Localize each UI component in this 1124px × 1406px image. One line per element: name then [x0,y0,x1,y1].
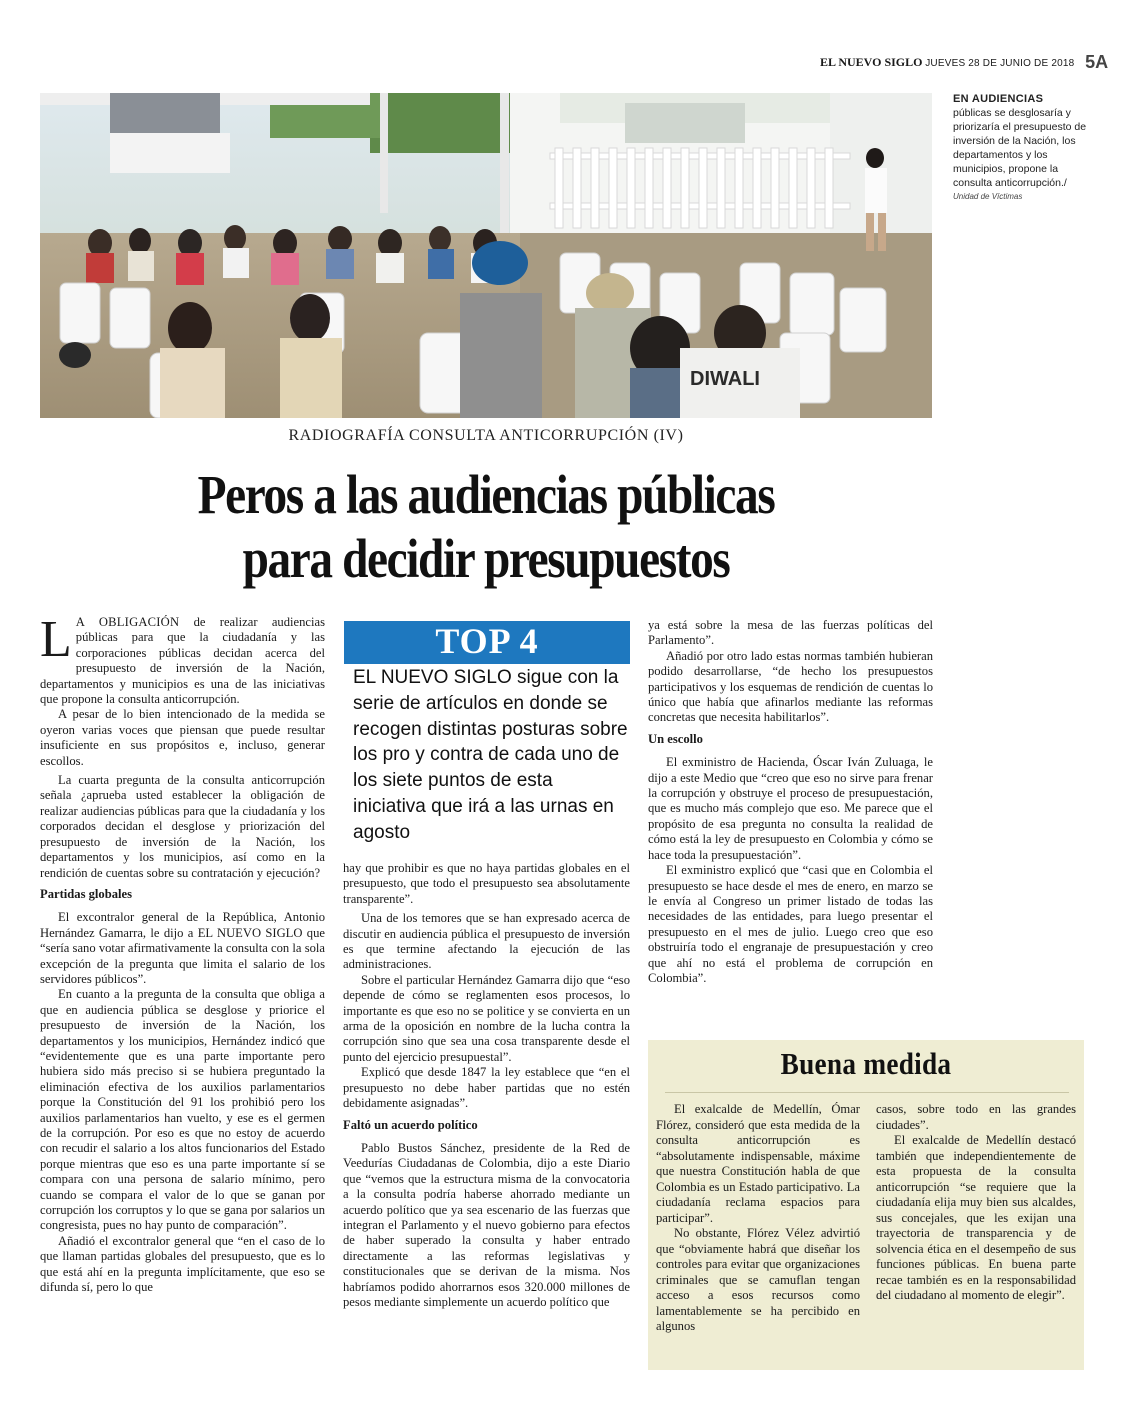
article-column-3 [648,618,933,986]
subheading-falto-acuerdo: Faltó un acuerdo político [343,1117,478,1132]
paragraph: El exalcalde de Medellín, Ómar Flórez, consideró que esta medida de la consulta anticorrupción es “absolutamente indispensable, máxime que nuestra Constitución habla de que Colombia es un Estado participativo. La ciudadanía reclama espacios para participar”. [656,1102,860,1225]
paragraph: Añadió el excontralor general que “en el caso de lo que llaman partidas globales del presupuesto, que es lo que está ahí en la pregunta implícitamente, que eso se difunda sí, pero lo que [40,1233,325,1295]
sidebar-column-1 [656,1102,860,1335]
paragraph: Una de los temores que se han expresado acerca de discutir en audiencia pública el presupuesto de inversión es que termine afectando la ejecución de las administraciones. [343,911,630,972]
lead-paragraph [40,611,325,707]
headline-line-1: Peros a las audiencias públicas [197,464,775,525]
paragraph: El exministro de Hacienda, Óscar Iván Zuluaga, le dijo a este Medio que “creo que eso no sirve para frenar la corrupción y obstruye el proceso de presupuestación, que es mucho más complejo que eso. Me parece que el propósito de esa pregunta no consulta la realidad de cómo está la ley de presupuesto en Colombia y cómo se hace toda la presupuestación”. [648,755,933,862]
caption-kicker: EN AUDIENCIAS [953,93,1044,105]
page-number: 5A [1085,52,1109,72]
top4-rule [344,661,630,664]
paragraph: El exalcalde de Medellín destacó también que independientemente de esta propuesta de la consulta anticorrupción “se requiere que la ciudadanía elija muy bien sus alcaldes, sus concejales, que les exijan una trayectoria de transparencia y de solvencia ética en el desempeño de sus funciones públicas. En buena parte recae también es en la responsabilidad del ciudadano al momento de elegir”. [876,1133,1076,1302]
paragraph: Explicó que desde 1847 la ley establece que “en el presupuesto no debe haber partidas que no estén debidamente asignadas”. [343,1065,630,1111]
paragraph: Añadió por otro lado estas normas también hubieran podido desarrollarse, “de hecho los presupuestos participativos y los esquemas de rendición de cuentas lo único que había que afinarlos mediante las reformas concretas que necesita habilitarlos”. [648,648,933,725]
subheading-un-escollo: Un escollo [648,731,703,746]
paragraph: ya está sobre la mesa de las fuerzas políticas del Parlamento”. [648,618,933,648]
section-kicker: RADIOGRAFÍA CONSULTA ANTICORRUPCIÓN (IV) [288,427,684,444]
caption-text: públicas se desglosaría y priorizaría el presupuesto de inversión de la Nación, los departamentos y los municipios, propone la consulta anticorrupción./ [953,107,1087,189]
paragraph: A pesar de lo bien intencionado de la medida se oyeron varias voces que piensan que puede resultar insuficiente en sus propósitos e, incluso, generar escollos. [40,707,325,768]
article-column-2 [343,861,630,1310]
drop-cap: L [40,611,72,668]
paragraph: El excontralor general de la República, Antonio Hernández Gamarra, le dijo a EL NUEVO SIGLO que “sería sano votar afirmativamente la consulta con la sola excepción de la pregunta que limita el salario de los servidores públicos”. [40,910,325,986]
sidebar-box-divider [665,1092,1069,1093]
article-column-1 [40,611,325,1295]
masthead [820,52,1120,73]
subheading-partidas-globales: Partidas globales [40,886,133,901]
top4-banner: TOP 4 [344,621,630,661]
lead-caps: A OBLIGACIÓN [75,615,180,629]
lead-photo [40,93,932,418]
shirt-text: DIWALI [690,368,760,390]
paragraph: casos, sobre todo en las grandes ciudades”. [876,1102,1076,1132]
issue-date: JUEVES 28 DE JUNIO DE 2018 [925,58,1075,69]
headline-line-2: para decidir presupuestos [242,528,730,589]
lead-text: de realizar audiencias públicas para que la ciudadanía y las corporaciones públicas decidan acerca del presupuesto de inversión de la Nación, departamentos y municipios es una de las iniciativas que propone la consulta anticorrupción. [40,615,325,707]
top4-text: EL NUEVO SIGLO sigue con la serie de artículos en donde se recogen distintas posturas sobre los pro y contra de cada uno de los siete puntos de esta iniciativa que irá a las urnas en agosto [353,667,628,843]
paragraph: El exministro explicó que “casi que en Colombia el presupuesto se hace desde el mes de enero, en marzo se le envía al Congreso un primer listado de todas las necesidades de las entidades, para luego presentar el presupuesto en el mes de julio. Luego creo que eso obstruiría todo el engranaje de presupuestación y creo que ahí no está el problema de corrupción en Colombia”. [648,863,933,985]
paragraph: hay que prohibir es que no haya partidas globales en el presupuesto, que todo el presupuesto sea absolutamente transparente”. [343,861,630,906]
paragraph: Sobre el particular Hernández Gamarra dijo que “eso depende de cómo se reglamenten esos procesos, lo importante es que eso no se politice y se convierta en un arma de la oposición en nombre de la lucha contra la corrupción sino que sea una cosa transparente desde el punto del ejercicio presupuestal”. [343,972,630,1064]
sidebar-column-2 [876,1102,1076,1304]
photo-credit: Unidad de Víctimas [953,192,1023,201]
paper-name: EL NUEVO SIGLO [820,55,923,69]
photo-caption [953,92,1093,204]
paragraph: En cuanto a la pregunta de la consulta que obliga a que en audiencia pública se desglose y priorice el presupuesto de inversión de la Nación, los departamentos y los municipios, Hernández indicó que “evidentemente que es una parte importante pero hubiera sido más preciso si se hubiera preguntado la eliminación efectiva de los auxilios parlamentarios porque la Constitución del 91 los prohibió pero los auxilios parlamentarios han vuelto, y ese es el germen de la corrupción. Por eso es que no estoy de acuerdo con recudir el salario a los altos funcionarios del Estado porque mientras que eso es una parte importante sí se compara con una persona de salario mínimo, pero cuando se compara el valor de lo que se ganan por corrupción los corruptos y lo que se gana por salarios un congresista, pues no hay punto de comparación”. [40,987,325,1233]
paragraph: Pablo Bustos Sánchez, presidente de la Red de Veedurías Ciudadanas de Colombia, dijo a este Diario que “vemos que la estructura misma de la convocatoria a la consulta podría haberse ahorrado mediante un acuerdo político que ya sea escenario de las fuerzas que integran el Parlamento y el nuevo gobierno para efectos de haber superado la consulta y haber entrado directamente a las reformas legislativas y constitucionales que se derivan de la misma. Nos habríamos podido ahorrarnos esos 320.000 millones de pesos mediante simplemente un acuerdo político que [343,1140,630,1309]
paragraph: No obstante, Flórez Vélez advirtió que “obviamente habrá que diseñar los controles para evitar que organizaciones criminales que se camuflan tengan acceso a esos recursos como lamentablemente se ha percibido en algunos [656,1226,860,1333]
paragraph: La cuarta pregunta de la consulta anticorrupción señala ¿aprueba usted establecer la obligación de realizar audiencias públicas para que la ciudadanía y los corporados decidan el desglose y priorización del presupuesto de inversión de la Nación, los departamentos y los municipios, así como en la rendición de cuentas sobre su contratación y ejecución? [40,773,325,880]
sidebar-box-title: Buena medida [780,1046,952,1081]
headline [68,463,904,591]
